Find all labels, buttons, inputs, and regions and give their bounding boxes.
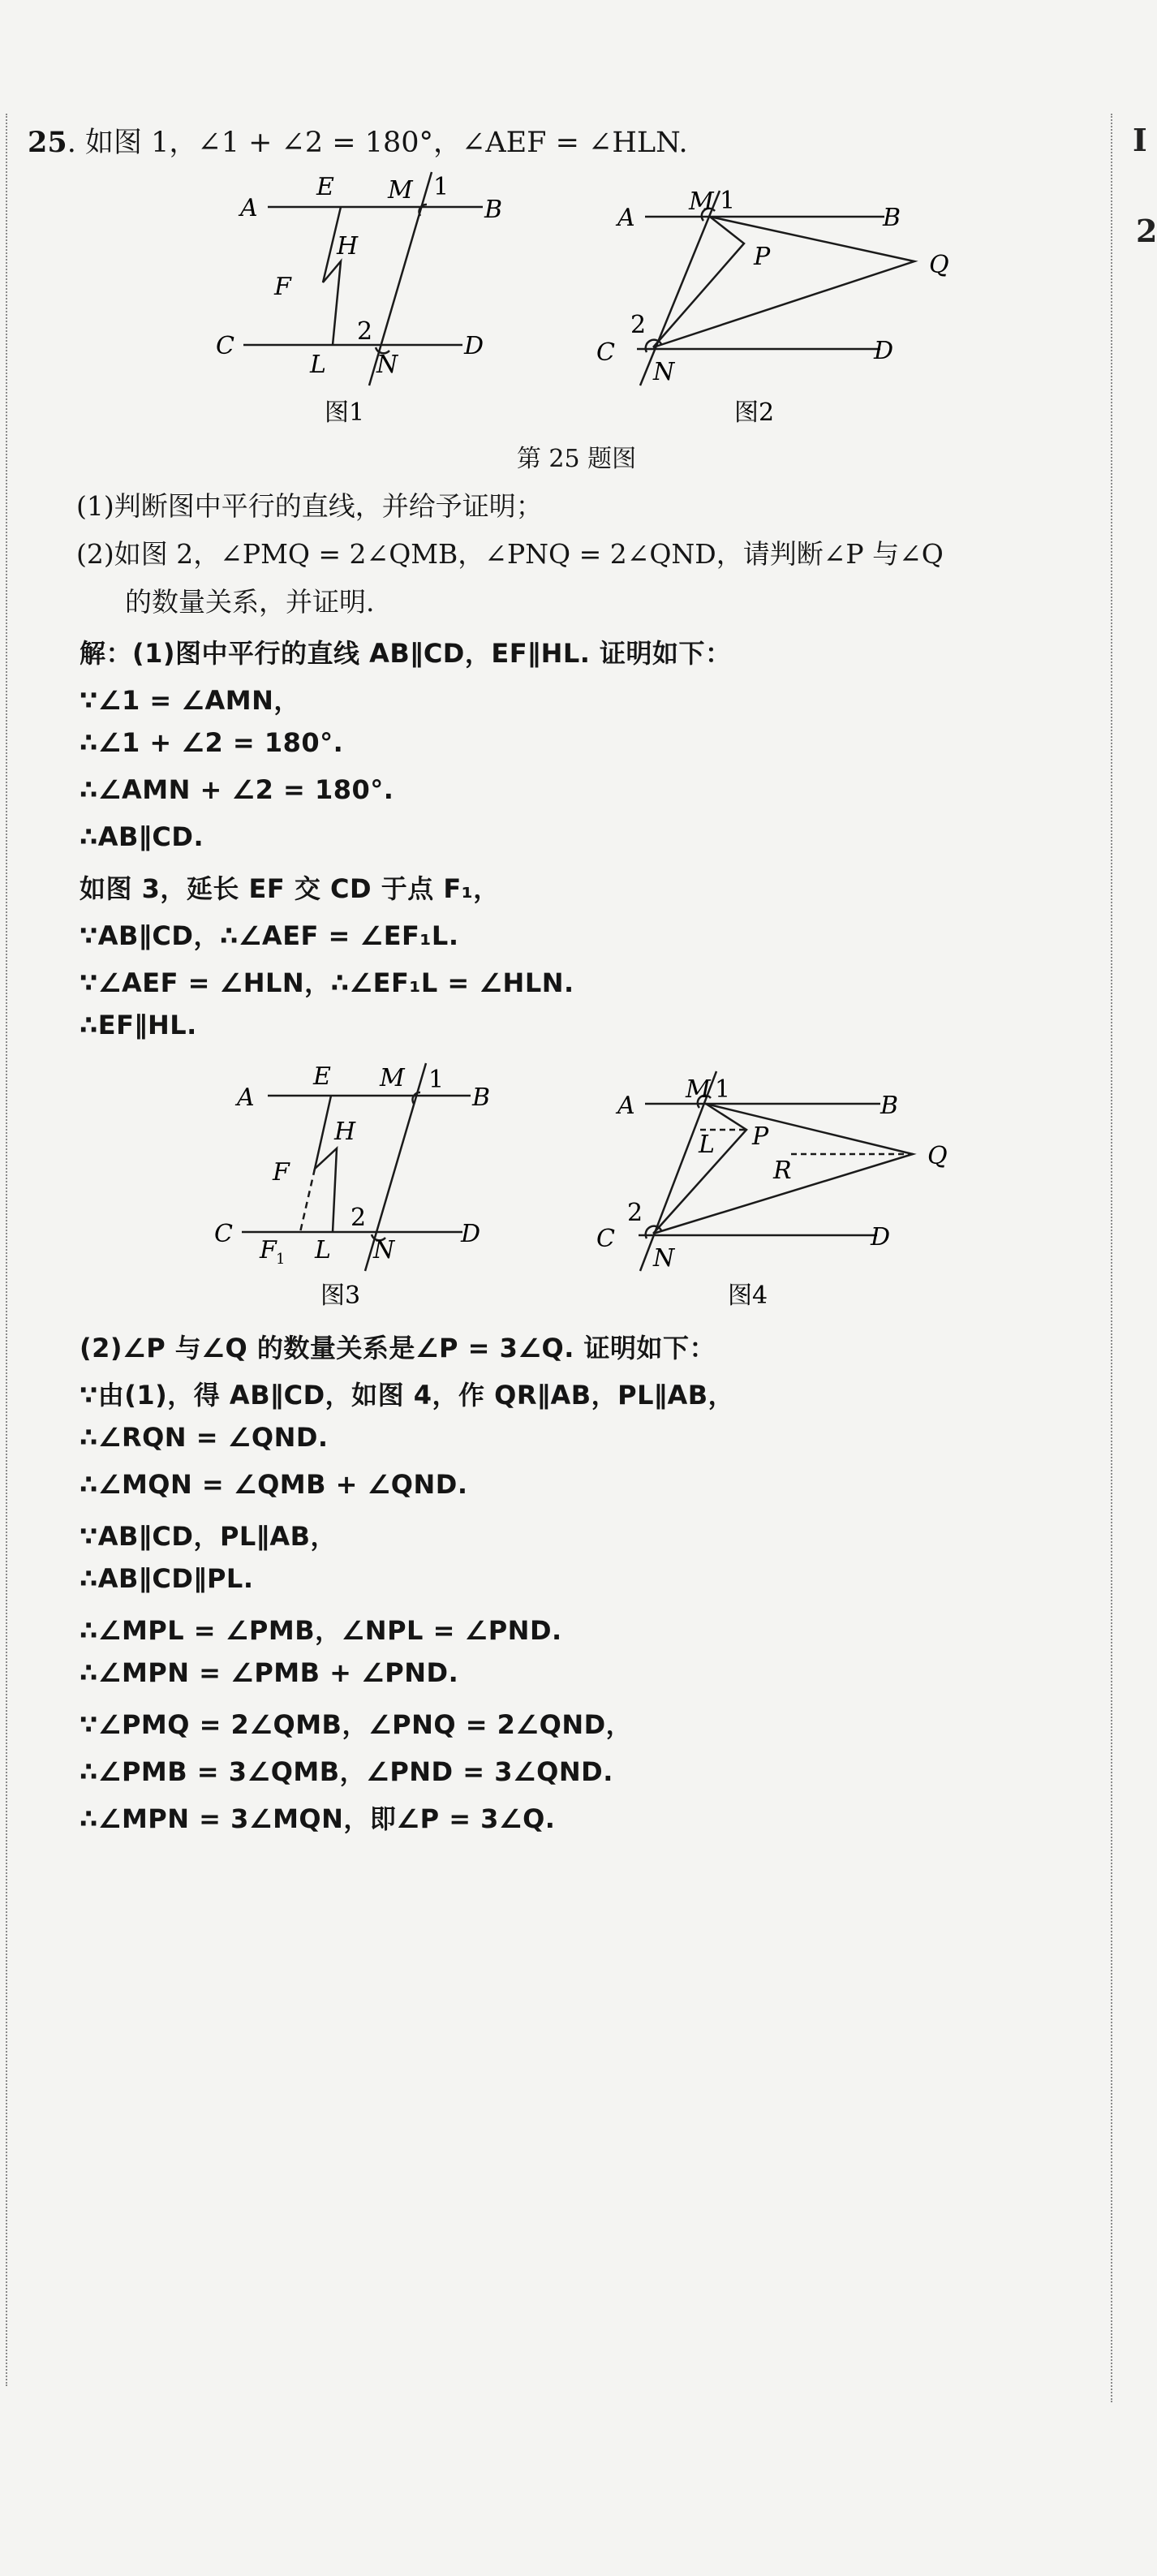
caption-fig3: 图3: [320, 1282, 361, 1310]
label-a: A: [240, 194, 258, 222]
label-angle-2: 2: [627, 1199, 643, 1227]
figure-4: [588, 1055, 978, 1334]
label-m: M: [689, 187, 714, 216]
label-d: D: [874, 337, 894, 365]
part-1-question: (1)判断图中平行的直线，并给予证明；: [76, 490, 543, 522]
label-angle-1: 1: [720, 187, 736, 215]
part-2-question-line2: 的数量关系，并证明.: [125, 586, 375, 618]
label-e: E: [313, 1062, 331, 1091]
label-b: B: [883, 204, 901, 232]
figure-3: [211, 1055, 535, 1334]
path-m-p-n: [653, 1104, 746, 1234]
caption-fig2: 图2: [734, 398, 775, 427]
label-c: C: [596, 338, 615, 367]
label-h: H: [334, 1118, 356, 1146]
solution-line-8: ∵∠AEF = ∠HLN，∴∠EF₁L = ∠HLN.: [80, 967, 574, 998]
label-f: F: [274, 273, 291, 301]
label-n: N: [653, 1244, 675, 1273]
label-q: Q: [927, 1142, 948, 1170]
label-d: D: [464, 332, 484, 360]
solution-line-16: ∴∠MPL = ∠PMB，∠NPL = ∠PND.: [80, 1615, 562, 1646]
figure-2: [588, 162, 978, 442]
solution-line-12: ∴∠RQN = ∠QND.: [80, 1422, 329, 1453]
label-l: L: [310, 351, 326, 379]
line-mn: [640, 191, 720, 386]
solution-line-7: ∵AB∥CD，∴∠AEF = ∠EF₁L.: [80, 920, 459, 951]
label-d: D: [871, 1223, 891, 1251]
part-2-question-line1: (2)如图 2，∠PMQ = 2∠QMB，∠PNQ = 2∠QND，请判断∠P 与∠Q: [76, 538, 944, 570]
solution-line-18: ∵∠PMQ = 2∠QMB，∠PNQ = 2∠QND，: [80, 1709, 633, 1740]
solution-line-10: (2)∠P 与∠Q 的数量关系是∠P = 3∠Q. 证明如下：: [80, 1333, 716, 1363]
label-d: D: [461, 1220, 481, 1248]
label-p: P: [754, 243, 771, 271]
polyline-e-f-h-l: [315, 1096, 337, 1232]
path-m-p-n: [653, 217, 744, 347]
question-text: . 如图 1，∠1 + ∠2 = 180°，∠AEF = ∠HLN.: [67, 127, 688, 159]
label-b: B: [472, 1083, 491, 1112]
label-f1-subscript: 1: [276, 1251, 286, 1268]
solution-line-17: ∴∠MPN = ∠PMB + ∠PND.: [80, 1657, 459, 1688]
label-l: L: [699, 1131, 715, 1159]
solution-line-15: ∴AB∥CD∥PL.: [80, 1563, 254, 1594]
label-n: N: [653, 358, 675, 386]
label-angle-2: 2: [630, 311, 647, 339]
solution-line-19: ∴∠PMB = 3∠QMB，∠PND = 3∠QND.: [80, 1756, 613, 1787]
solution-line-11: ∵由(1)，得 AB∥CD，如图 4，作 QR∥AB，PL∥AB，: [80, 1380, 735, 1411]
label-m: M: [686, 1075, 711, 1104]
solution-line-9: ∴EF∥HL.: [80, 1010, 197, 1040]
solution-line-2: ∵∠1 = ∠AMN，: [80, 685, 300, 716]
label-angle-1: 1: [433, 173, 449, 201]
question-number: 25: [28, 126, 67, 159]
label-angle-1: 1: [428, 1066, 445, 1094]
solution-line-20: ∴∠MPN = 3∠MQN，即∠P = 3∠Q.: [80, 1803, 556, 1834]
label-a: A: [617, 1092, 635, 1120]
solution-line-5: ∴AB∥CD.: [80, 821, 204, 852]
label-b: B: [484, 196, 503, 224]
label-angle-2: 2: [351, 1204, 367, 1232]
label-n: N: [373, 1236, 395, 1264]
caption-fig1: 图1: [325, 398, 365, 427]
dashed-extension-f-f1: [300, 1169, 315, 1232]
label-c: C: [214, 1220, 233, 1248]
figure-1: [211, 162, 535, 442]
solution-line-1: 解：(1)图中平行的直线 AB∥CD，EF∥HL. 证明如下：: [80, 638, 732, 669]
path-m-q-n: [653, 217, 914, 347]
label-a: A: [237, 1083, 255, 1112]
label-h: H: [337, 232, 359, 261]
label-e: E: [316, 173, 334, 201]
solution-line-13: ∴∠MQN = ∠QMB + ∠QND.: [80, 1469, 468, 1500]
label-b: B: [880, 1092, 899, 1120]
label-f: F: [273, 1158, 290, 1187]
label-angle-2: 2: [357, 317, 373, 346]
right-edge-glyph-mid: 2: [1136, 213, 1157, 249]
solution-line-6: 如图 3，延长 EF 交 CD 于点 F₁，: [80, 873, 500, 904]
solution-line-4: ∴∠AMN + ∠2 = 180°.: [80, 774, 394, 805]
main-figure-caption: 第 25 题图: [516, 445, 637, 473]
label-c: C: [216, 332, 234, 360]
label-c: C: [596, 1225, 615, 1253]
label-m: M: [380, 1064, 405, 1092]
label-n: N: [376, 351, 398, 379]
label-l: L: [315, 1236, 331, 1264]
label-angle-1: 1: [715, 1075, 731, 1104]
label-q: Q: [929, 251, 949, 279]
label-a: A: [617, 204, 635, 232]
solution-line-3: ∴∠1 + ∠2 = 180°.: [80, 727, 344, 758]
right-edge-glyph-top: I: [1133, 122, 1147, 158]
label-m: M: [388, 176, 413, 205]
label-p: P: [752, 1122, 769, 1151]
solution-line-14: ∵AB∥CD，PL∥AB，: [80, 1521, 337, 1552]
label-r: R: [773, 1157, 792, 1185]
label-f1: F: [260, 1236, 277, 1264]
caption-fig4: 图4: [728, 1282, 768, 1310]
polyline-e-f-h-l: [323, 207, 341, 345]
question-stem: [28, 120, 688, 161]
